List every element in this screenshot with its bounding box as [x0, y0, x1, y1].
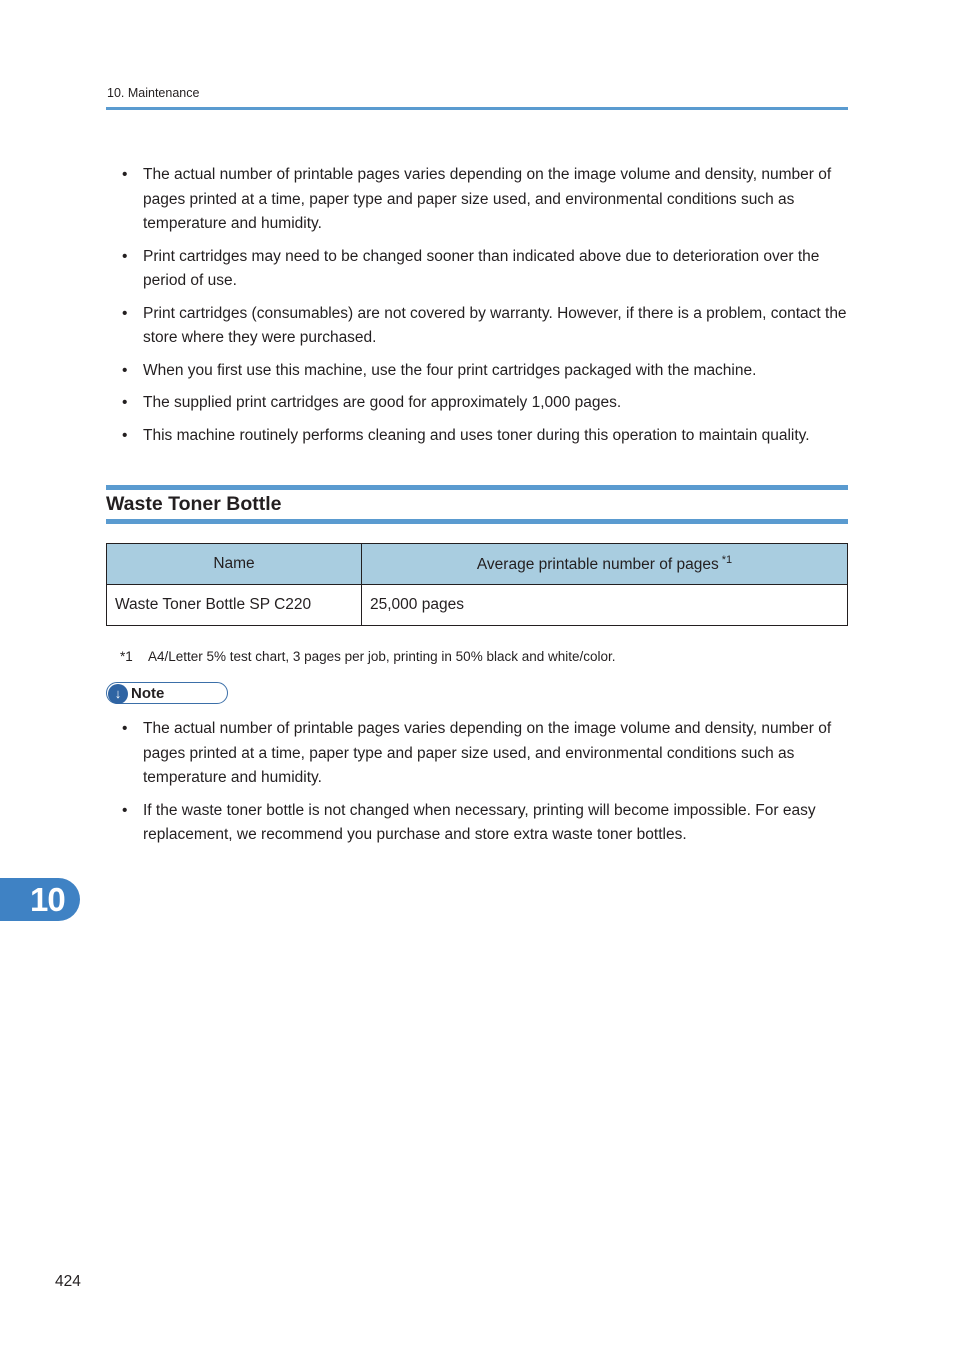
column-header-name: Name	[107, 544, 362, 585]
header-rule	[106, 107, 848, 110]
top-bullet-list	[106, 163, 848, 456]
table-cell-pages: 25,000 pages	[362, 585, 848, 626]
running-header: 10. Maintenance	[107, 86, 200, 100]
column-header-pages: Average printable number of pages $^{*1}$	[362, 544, 848, 585]
footnote-text: A4/Letter 5% test chart, 3 pages per job, printing in 50% black and white/color.	[148, 649, 616, 664]
bullet-icon: •	[122, 394, 128, 411]
section-rule-bottom	[106, 519, 848, 524]
footnote-mark: *1	[120, 649, 133, 664]
waste-toner-table	[106, 543, 848, 626]
page-number: 424	[55, 1273, 81, 1290]
list-item: • If the waste toner bottle is not changed when necessary, printing will become impossible. For easy replacement, we recommend you purchase and store extra waste toner bottles.	[106, 799, 848, 848]
list-item: • The supplied print cartridges are good for approximately 1,000 pages.	[106, 391, 848, 416]
chapter-number: 10	[30, 881, 65, 918]
bullet-icon: •	[122, 361, 128, 379]
table-cell-name: Waste Toner Bottle SP C220	[107, 585, 362, 626]
note-bullet-list	[106, 717, 848, 856]
footnote-ref: *1	[721, 554, 733, 566]
bullet-icon: •	[122, 247, 128, 265]
section-title: Waste Toner Bottle	[106, 493, 282, 515]
list-item: • The actual number of printable pages varies depending on the image volume and density, number of pages printed at a time, paper type and paper size used, and environmental conditions such as temperature and humidity.	[106, 163, 848, 237]
note-badge	[106, 682, 228, 704]
list-item: • Print cartridges (consumables) are not covered by warranty. However, if there is a problem, contact the store where they were purchased.	[106, 302, 848, 351]
bullet-icon: •	[122, 801, 128, 819]
table-header-row	[107, 544, 848, 585]
note-arrow-icon: ↓	[108, 684, 128, 704]
note-label: Note	[131, 685, 165, 702]
bullet-icon: •	[122, 426, 128, 444]
bullet-icon: •	[122, 720, 128, 737]
table-row	[107, 585, 848, 626]
list-item: • Print cartridges may need to be changed sooner than indicated above due to deterioration over the period of use.	[106, 245, 848, 294]
footnote	[120, 649, 616, 664]
list-item: • When you first use this machine, use the four print cartridges packaged with the machine.	[106, 359, 848, 384]
bullet-icon: •	[122, 304, 128, 322]
list-item: • This machine routinely performs cleaning and uses toner during this operation to maintain quality.	[106, 424, 848, 449]
bullet-icon: •	[122, 166, 128, 183]
list-item: • The actual number of printable pages varies depending on the image volume and density, number of pages printed at a time, paper type and paper size used, and environmental conditions such as temperature and humidity.	[106, 717, 848, 791]
